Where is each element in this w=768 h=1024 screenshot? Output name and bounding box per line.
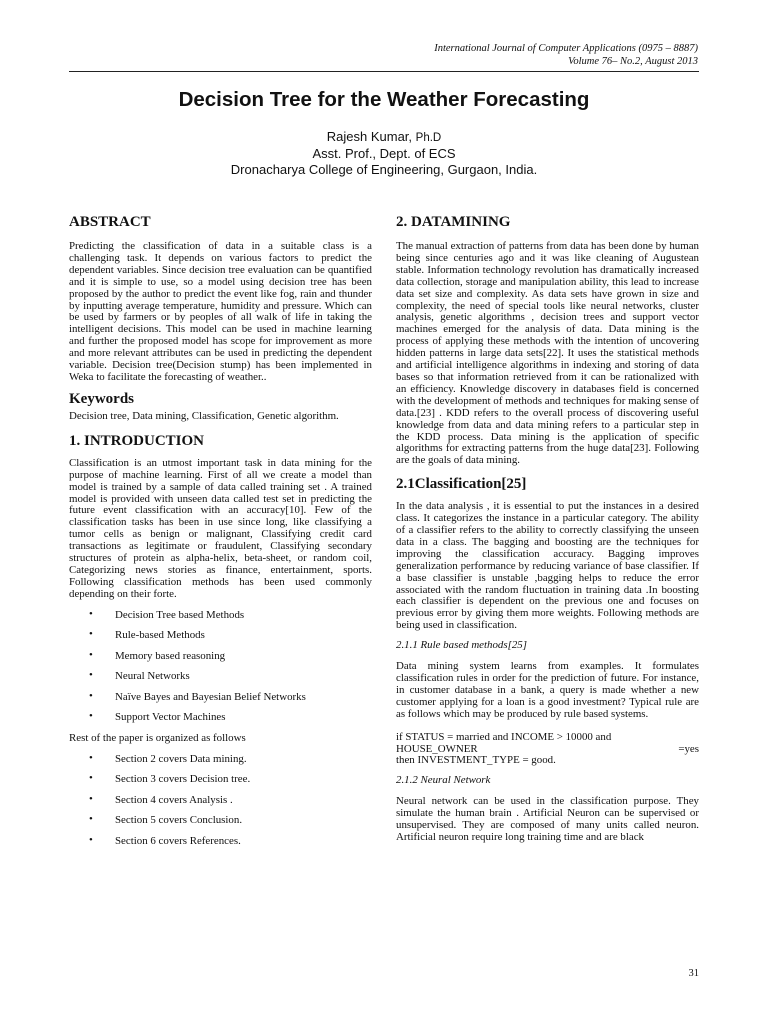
datamining-text: The manual extraction of patterns from data has been done by human being since centuries ago and it was like cleaning of Augustean stable. Information technology revolution has dramatically increased data collection, storage and manipulation ability, this lead to increase data set size and complexity. As data sets have grown in size and complexity, the need of special tools like neural networks, cluster analysis, genetic algorithms , decision trees and support vector machines emerged for the analysis of data. Data mining is the process of applying these methods with the intention of uncovering hidden patterns in large data sets[22]. It uses the statistical methods and artificial intelligence algorithms in indexing and storing of data bases so that information retrieved from it can be rationalized with an efficiency. Knowledge discovery in databases field is concerned with the development of methods and techniques for making sense of data.[23] . KDD refers to the overall process of discovering useful knowledge from data and data mining refers to a particular step in the KDD process. Data mining is the application of specific algorithms for extracting patterns from the huge data[23]. Following are the goals of data mining. bbox=[396, 240, 699, 467]
page-number: 31 bbox=[688, 968, 699, 979]
rule-based-heading: 2.1.1 Rule based methods[25] bbox=[396, 639, 527, 652]
rule-based-text: Data mining system learns from examples. It formulates classification rules in order for the prediction of future. For instance, in customer database in a bank, a query is made whether a new customer applying for a loan is a good investment? Typical rule are as follows which may be produced by rule based systems. bbox=[396, 660, 699, 720]
author-block bbox=[0, 129, 768, 178]
list-item: • Section 2 covers Data mining. bbox=[89, 751, 247, 765]
right-column bbox=[396, 213, 699, 844]
author-name: Rajesh Kumar, bbox=[326, 129, 413, 144]
author-degree: Ph.D bbox=[415, 132, 442, 144]
list-item: • Section 6 covers References. bbox=[89, 833, 241, 847]
rule-example bbox=[396, 732, 699, 768]
organization-text: Rest of the paper is organized as follows bbox=[69, 731, 246, 744]
keywords-text: Decision tree, Data mining, Classification, Genetic algorithm. bbox=[69, 409, 339, 422]
paper-title: Decision Tree for the Weather Forecasting bbox=[178, 88, 590, 111]
journal-header bbox=[434, 42, 698, 68]
bullet-icon: • bbox=[89, 607, 93, 620]
author-name-line bbox=[0, 129, 768, 146]
bullet-icon: • bbox=[89, 689, 93, 702]
list-item: • Naïve Bayes and Bayesian Belief Networks bbox=[89, 689, 306, 703]
rule-line-2: HOUSE_OWNER =yes bbox=[396, 742, 699, 755]
bullet-icon: • bbox=[89, 833, 93, 846]
author-institution: Dronacharya College of Engineering, Gurgaon, India. bbox=[230, 162, 538, 177]
list-item: • Rule-based Methods bbox=[89, 628, 205, 642]
list-item: • Decision Tree based Methods bbox=[89, 607, 245, 621]
bullet-icon: • bbox=[89, 772, 93, 785]
neural-network-heading: 2.1.2 Neural Network bbox=[396, 774, 491, 787]
list-item: • Memory based reasoning bbox=[89, 648, 226, 662]
journal-volume: Volume 76– No.2, August 2013 bbox=[568, 56, 698, 67]
neural-network-text: Neural network can be used in the classification purpose. They simulate the human brain . Artificial Neuron can be supervised or unsupervised. They are composed of many units called neuron. Artificial neuron require long training time and are black bbox=[396, 795, 699, 843]
abstract-heading: ABSTRACT bbox=[69, 214, 151, 230]
list-item: • Section 4 covers Analysis . bbox=[89, 792, 233, 806]
bullet-icon: • bbox=[89, 628, 93, 641]
introduction-text: Classification is an utmost important task in data mining for the purpose of machine learning. First of all we create a model than model is trained by a sample of data called training set . A trained model is provided with unseen data called test set in predicting the future event classification with an accuracy[10]. Few of the classification tasks has been in use since long, like classifying a tumor cells as benign or malignant, Classifying credit card transactions as legitimate or fraudulent, Classifying secondary structures of protein as alpha-helix, beta-sheet, or random coil, Categorizing news stories as finance, entertainment, sports. Following classification methods has been used commonly depending on their forte. bbox=[69, 456, 372, 600]
rule-line-1: if STATUS = married and INCOME > 10000 and bbox=[396, 730, 612, 743]
abstract-text: Predicting the classification of data in a suitable class is a challenging task. It depends on various factors to predict the dependent variables. Since decision tree evaluation can be quantified and it is simple to use, so a model using decision tree has been proposed by the author to predict the event like fog, rain and thunder by inputting average temperature, humidity and pressure. Which can be used by farmers or by peoples of all walk of life in taking the intelligent decisions. This model can be used in machine learning and further the proposed model has scope for improvement as more and more relevant attributes can be used in predicting the dependent variable. Decision tree(Decision stump) has been implemented in Weka to facilitate the forecasting of weather.. bbox=[69, 240, 372, 383]
bullet-icon: • bbox=[89, 792, 93, 805]
bullet-icon: • bbox=[89, 813, 93, 826]
list-item: • Section 3 covers Decision tree. bbox=[89, 772, 251, 786]
classification-text: In the data analysis , it is essential to put the instances in a desired class. It categorizes the instance in a particular category. The ability of a classifier refers to the ability to correctly classifying the unseen data in a class. The bagging and boosting are the techniques for improving the classification accuracy. Bagging improves generalization performance by reducing variance of base classifier. If a base classifier is unstable ,bagging helps to reduce the error associated with the random fluctuation in training data .In boosting each classifier is dependent on the previous one and focuses on previous error by giving them more weights. Following methods are being used in classification. bbox=[396, 500, 699, 632]
header-rule bbox=[69, 71, 699, 72]
datamining-heading: 2. DATAMINING bbox=[396, 214, 511, 230]
bullet-icon: • bbox=[89, 751, 93, 764]
introduction-heading: 1. INTRODUCTION bbox=[69, 432, 205, 449]
sections-list bbox=[69, 751, 372, 848]
bullet-icon: • bbox=[89, 648, 93, 661]
bullet-icon: • bbox=[89, 710, 93, 723]
rule-line-3: then INVESTMENT_TYPE = good. bbox=[396, 754, 556, 767]
list-item: • Support Vector Machines bbox=[89, 710, 226, 724]
keywords-heading: Keywords bbox=[69, 390, 134, 407]
list-item: • Section 5 covers Conclusion. bbox=[89, 813, 243, 827]
journal-name: International Journal of Computer Applications (0975 – 8887) bbox=[434, 43, 698, 54]
classification-heading: 2.1Classification[25] bbox=[396, 476, 527, 493]
left-column bbox=[69, 213, 372, 856]
bullet-icon: • bbox=[89, 669, 93, 682]
author-position: Asst. Prof., Dept. of ECS bbox=[312, 146, 456, 161]
list-item: • Neural Networks bbox=[89, 669, 190, 683]
methods-list bbox=[69, 607, 372, 724]
